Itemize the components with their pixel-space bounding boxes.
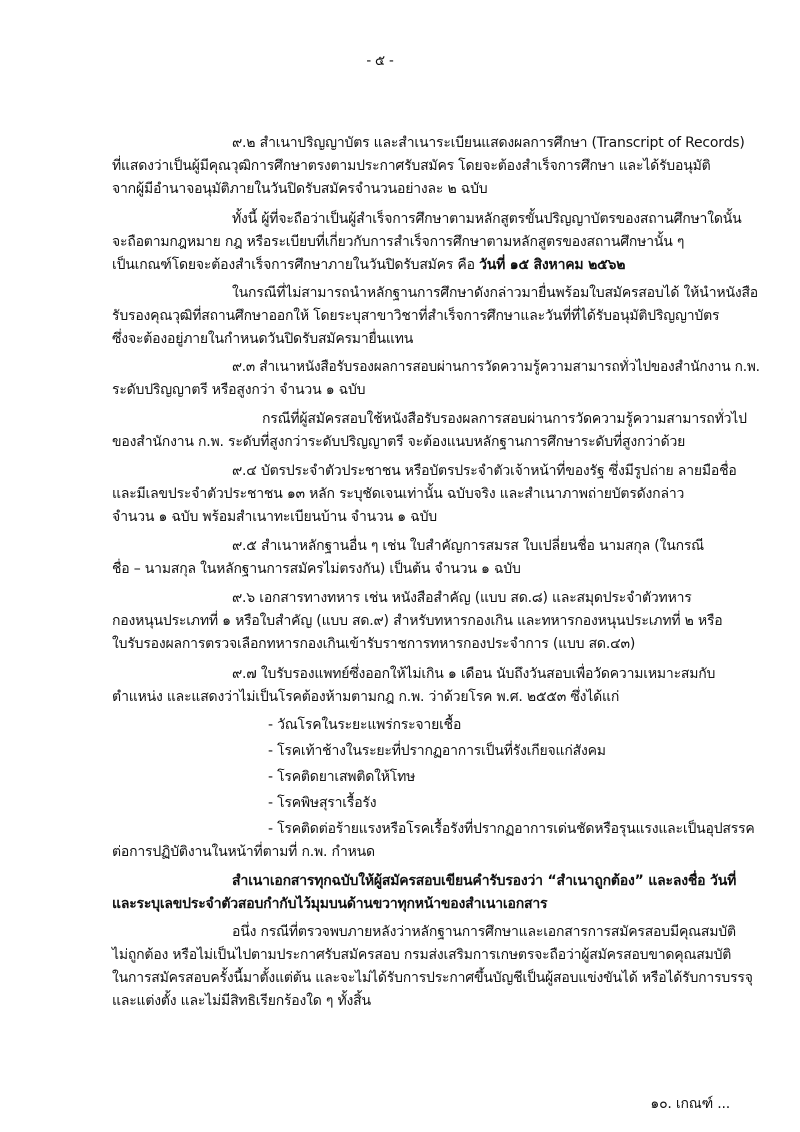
paragraph-9-3-line-2: ระดับปริญญาตรี หรือสูงกว่า จำนวน ๑ ฉบับ <box>112 382 366 398</box>
deadline-date: วันที่ ๑๕ สิงหาคม ๒๕๖๒ <box>479 257 626 273</box>
alternative-proof-line-3: ซึ่งจะต้องอยู่ภายในกำหนดวันปิดรับสมัครมายื่นแทน <box>112 331 414 347</box>
paragraph-9-4-line-2: และมีเลขประจำตัวประชาชน ๑๓ หลัก ระบุชัดเจนเท่านั้น ฉบับจริง และสำเนาภาพถ่ายบัตรดังกล่าว <box>112 486 685 502</box>
paragraph-9-2-line-1: ๙.๒ สำเนาปริญญาบัตร และสำเนาระเบียนแสดงผลการศึกษา (Transcript of Records) <box>232 135 745 151</box>
paragraph-9-2-line-2: ที่แสดงว่าเป็นผู้มีคุณวุฒิการศึกษาตรงตามประกาศรับสมัคร โดยจะต้องสำเร็จการศึกษา และได้รับอนุมัติ <box>112 158 711 174</box>
disease-list-item: - โรคเท้าช้างในระยะที่ปรากฏอาการเป็นที่รังเกียจแก่สังคม <box>268 743 606 759</box>
certification-notice-line-2: และระบุเลขประจำตัวสอบกำกับไว้มุมบนด้านขวาทุกหน้าของสำเนาเอกสาร <box>112 896 548 912</box>
continuation-footer: ๑๐. เกณฑ์ ... <box>650 1096 730 1112</box>
paragraph-9-7-line-2: ตำแหน่ง และแสดงว่าไม่เป็นโรคต้องห้ามตามกฎ ก.พ. ว่าด้วยโรค พ.ศ. ๒๕๕๓ ซึ่งได้แก่ <box>112 689 620 705</box>
disease-list-item: - โรคพิษสุราเรื้อรัง <box>268 795 377 811</box>
ocsc-note-line-1: กรณีที่ผู้สมัครสอบใช้หนังสือรับรองผลการสอบผ่านการวัดความรู้ความสามารถทั่วไป <box>262 411 747 427</box>
paragraph-9-4-line-3: จำนวน ๑ ฉบับ พร้อมสำเนาทะเบียนบ้าน จำนวน ๑ ฉบับ <box>112 509 437 525</box>
graduation-note-line-2: จะถือตามกฎหมาย กฎ หรือระเบียบที่เกี่ยวกับการสำเร็จการศึกษาตามหลักสูตรของสถานศึกษานั้น ๆ <box>112 234 685 250</box>
certification-notice-line-1: สำเนาเอกสารทุกฉบับให้ผู้สมัครสอบเขียนคำรับรองว่า “สำเนาถูกต้อง” และลงชื่อ วันที่ <box>232 873 737 889</box>
disease-list-continuation: ต่อการปฏิบัติงานในหน้าที่ตามที่ ก.พ. กำหนด <box>112 844 375 860</box>
page-number: - ๕ - <box>366 53 394 69</box>
paragraph-9-2-line-3: จากผู้มีอำนาจอนุมัติภายในวันปิดรับสมัครจำนวนอย่างละ ๒ ฉบับ <box>112 181 488 197</box>
paragraph-9-6-line-3: ใบรับรองผลการตรวจเลือกทหารกองเกินเข้ารับราชการทหารกองประจำการ (แบบ สด.๔๓) <box>112 636 636 652</box>
disease-list-item: - วัณโรคในระยะแพร่กระจายเชื้อ <box>268 717 462 733</box>
paragraph-9-7-line-1: ๙.๗ ใบรับรองแพทย์ซึ่งออกให้ไม่เกิน ๑ เดือน นับถึงวันสอบเพื่อวัดความเหมาะสมกับ <box>232 666 716 682</box>
disqualification-line-2: ไม่ถูกต้อง หรือไม่เป็นไปตามประกาศรับสมัครสอบ กรมส่งเสริมการเกษตรจะถือว่าผู้สมัครสอบขาดคุณสมบัติ <box>112 947 732 963</box>
disease-list-item: - โรคติดต่อร้ายแรงหรือโรคเรื้อรังที่ปรากฏอาการเด่นชัดหรือรุนแรงและเป็นอุปสรรค <box>268 821 755 837</box>
paragraph-9-6-line-1: ๙.๖ เอกสารทางทหาร เช่น หนังสือสำคัญ (แบบ สด.๘) และสมุดประจำตัวทหาร <box>232 590 692 606</box>
ocsc-note-line-2: ของสำนักงาน ก.พ. ระดับที่สูงกว่าระดับปริญญาตรี จะต้องแนบหลักฐานการศึกษาระดับที่สูงกว่าด้วย <box>112 434 686 450</box>
graduation-note-text: เป็นเกณฑ์โดยจะต้องสำเร็จการศึกษาภายในวันปิดรับสมัคร คือ <box>112 257 480 273</box>
paragraph-9-5-line-1: ๙.๕ สำเนาหลักฐานอื่น ๆ เช่น ใบสำคัญการสมรส ใบเปลี่ยนชื่อ นามสกุล (ในกรณี <box>232 538 704 554</box>
paragraph-9-4-line-1: ๙.๔ บัตรประจำตัวประชาชน หรือบัตรประจำตัวเจ้าหน้าที่ของรัฐ ซึ่งมีรูปถ่าย ลายมือชื่อ <box>232 463 737 479</box>
graduation-note-line-3 <box>112 256 625 274</box>
disqualification-line-1: อนึ่ง กรณีที่ตรวจพบภายหลังว่าหลักฐานการศึกษาและเอกสารการสมัครสอบมีคุณสมบัติ <box>232 924 736 940</box>
paragraph-9-3-line-1: ๙.๓ สำเนาหนังสือรับรองผลการสอบผ่านการวัดความรู้ความสามารถทั่วไปของสำนักงาน ก.พ. <box>232 359 760 375</box>
disease-list-item: - โรคติดยาเสพติดให้โทษ <box>268 769 416 785</box>
disqualification-line-3: ในการสมัครสอบครั้งนี้มาตั้งแต่ต้น และจะไม่ได้รับการประกาศขึ้นบัญชีเป็นผู้สอบแข่งขันได้ หรือได้รับการบรรจุ <box>112 970 753 986</box>
disqualification-line-4: และแต่งตั้ง และไม่มีสิทธิเรียกร้องใด ๆ ทั้งสิ้น <box>112 993 371 1009</box>
graduation-note-line-1: ทั้งนี้ ผู้ที่จะถือว่าเป็นผู้สำเร็จการศึกษาตามหลักสูตรขั้นปริญญาบัตรของสถานศึกษาใดนั้น <box>232 211 742 227</box>
paragraph-9-5-line-2: ชื่อ – นามสกุล ในหลักฐานการสมัครไม่ตรงกัน) เป็นต้น จำนวน ๑ ฉบับ <box>112 561 521 577</box>
paragraph-9-6-line-2: กองหนุนประเภทที่ ๑ หรือใบสำคัญ (แบบ สด.๙) สำหรับทหารกองเกิน และทหารกองหนุนประเภทที่ ๒ หรือ <box>112 613 723 629</box>
alternative-proof-line-1: ในกรณีที่ไม่สามารถนำหลักฐานการศึกษาดังกล่าวมายื่นพร้อมใบสมัครสอบได้ ให้นำหนังสือ <box>232 285 759 301</box>
alternative-proof-line-2: รับรองคุณวุฒิที่สถานศึกษาออกให้ โดยระบุสาขาวิชาที่สำเร็จการศึกษาและวันที่ที่ได้รับอนุมัติปริญญาบัตร <box>112 308 720 324</box>
